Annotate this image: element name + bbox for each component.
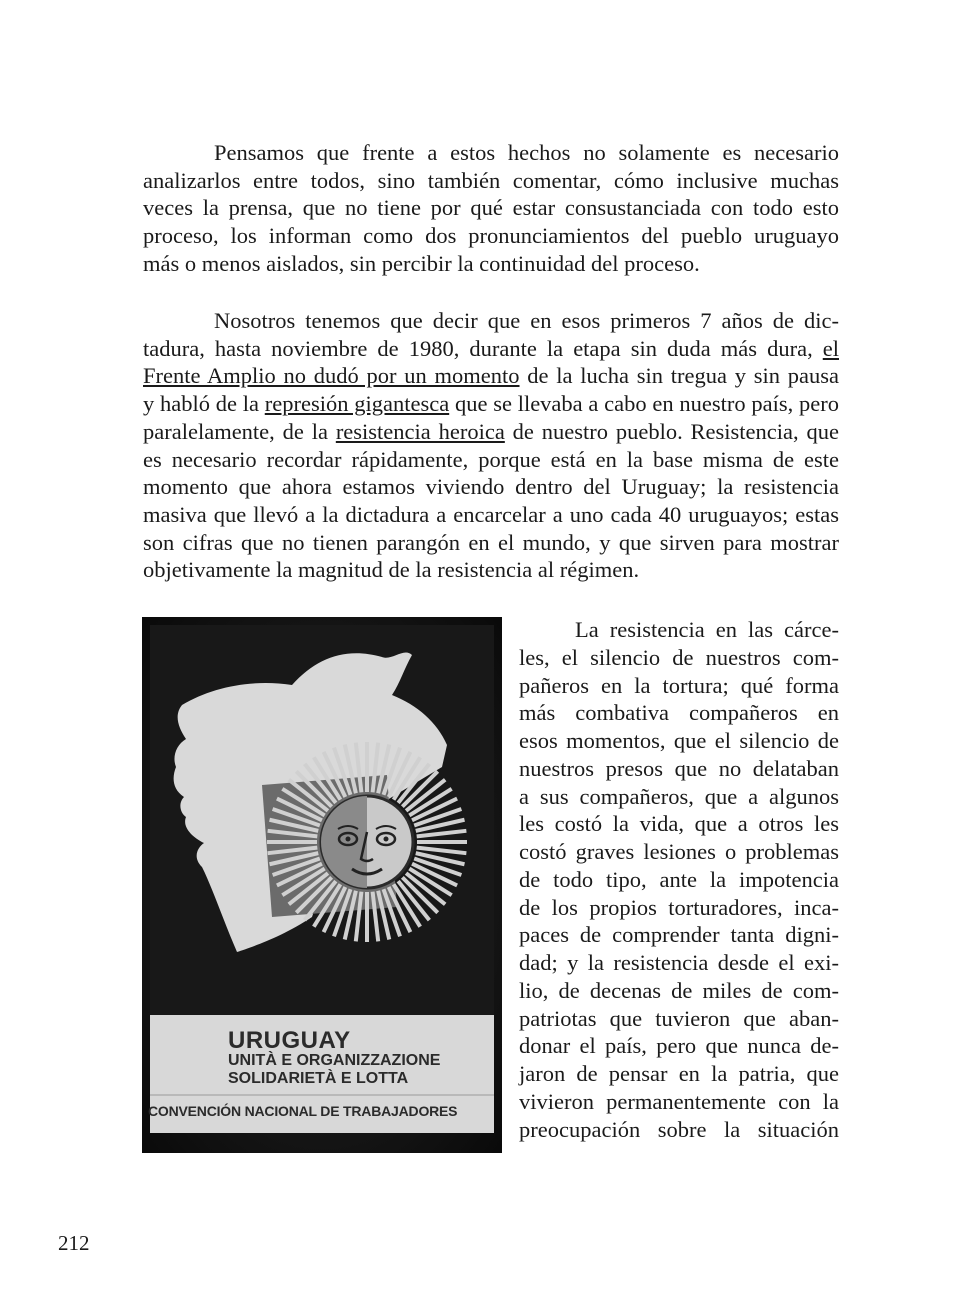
text-line: objetivamente la magnitud de la resistencia al régimen.	[143, 557, 640, 583]
text-line: donar el país, pero que nunca de-	[519, 1033, 839, 1059]
text-line	[143, 418, 839, 446]
text-line: más combativa compañeros en	[519, 700, 839, 726]
underlined-text: represión gigantesca	[264, 391, 450, 417]
text-line: de todo tipo, ante la impotencia	[519, 866, 839, 892]
underlined-text: Frente Amplio no dudó por un momento	[143, 363, 520, 389]
text-line: analizarlos entre todos, sino también comentar, cómo inclusive muchas	[143, 167, 839, 193]
text-line: proceso, los informan como dos pronunciamientos del pueblo uruguayo	[143, 223, 839, 249]
poster-subtitle-2: SOLIDARIETÀ E LOTTA	[228, 1070, 409, 1087]
text-line	[143, 362, 839, 390]
text-line: masiva que llevó a la dictadura a encarcelar a uno cada 40 uruguayos; estas	[143, 501, 839, 527]
underlined-text: resistencia heroica	[335, 418, 505, 444]
text-line: les, el silencio de nuestros com-	[519, 644, 839, 670]
text-line: momento que ahora estamos viviendo dentro del Uruguay; la resistencia	[143, 474, 839, 500]
text-line: pañeros en la tortura; qué forma	[519, 672, 839, 698]
text-run: de la lucha sin tregua y sin pausa	[519, 363, 839, 389]
text-run: paralelamente, de la	[143, 418, 336, 444]
poster-footer: CONVENCIÓN NACIONAL DE TRABAJADORES	[148, 1103, 458, 1119]
poster-image	[142, 617, 502, 1153]
text-run: tadura, hasta noviembre de 1980, durante la etapa sin duda más dura,	[143, 335, 823, 361]
poster-title: URUGUAY	[228, 1027, 351, 1054]
text-run: que se llevaba a cabo en nuestro país, pero	[449, 391, 839, 417]
text-line	[143, 390, 839, 418]
paragraph-1	[143, 139, 839, 278]
text-run: de nuestro pueblo. Resistencia, que	[504, 418, 839, 444]
text-line: jaron de pensar en la patria, que	[519, 1061, 839, 1086]
page-number: 212	[58, 1231, 90, 1255]
text-line: dad; y la resistencia desde el exi-	[519, 950, 839, 975]
text-line: les costó la vida, que a otros les	[519, 811, 839, 837]
text-line: de los propios torturadores, inca-	[519, 894, 839, 920]
side-paragraph	[519, 616, 839, 1143]
text-line: más o menos aislados, sin percibir la continuidad del proceso.	[143, 250, 700, 276]
text-line: es necesario recordar rápidamente, porque está en la base misma de este	[143, 446, 839, 472]
text-line: Pensamos que frente a estos hechos no solamente es necesario	[214, 140, 839, 165]
underlined-text: el	[822, 335, 839, 361]
text-line: La resistencia en las cárce-	[575, 617, 839, 642]
text-line	[143, 335, 839, 363]
poster-subtitle-1: UNITÀ E ORGANIZZAZIONE	[228, 1052, 441, 1069]
text-line: patriotas que tuvieron que aban-	[519, 1005, 839, 1031]
text-line: veces la prensa, que no tiene por qué estar consustanciada con todo esto	[143, 195, 839, 221]
text-line: lio, de decenas de miles de com-	[519, 977, 839, 1003]
text-line: a sus compañeros, que a algunos	[519, 783, 839, 809]
text-line: son cifras que no tienen parangón en el mundo, y que sirven para mostrar	[143, 529, 839, 555]
text-line: costó graves lesiones o problemas	[519, 839, 839, 864]
text-line: nuestros presos que no delataban	[519, 755, 839, 781]
text-line: esos momentos, que el silencio de	[519, 728, 839, 753]
text-line: Nosotros tenemos que decir que en esos primeros 7 años de dic-	[214, 308, 839, 333]
paragraph-2	[143, 307, 839, 584]
text-run: y habló de la	[143, 391, 265, 417]
text-line: paces de comprender tanta digni-	[519, 922, 839, 948]
text-line: vivieron permanentemente con la	[519, 1088, 839, 1114]
text-line: preocupación sobre la situación	[519, 1116, 839, 1142]
